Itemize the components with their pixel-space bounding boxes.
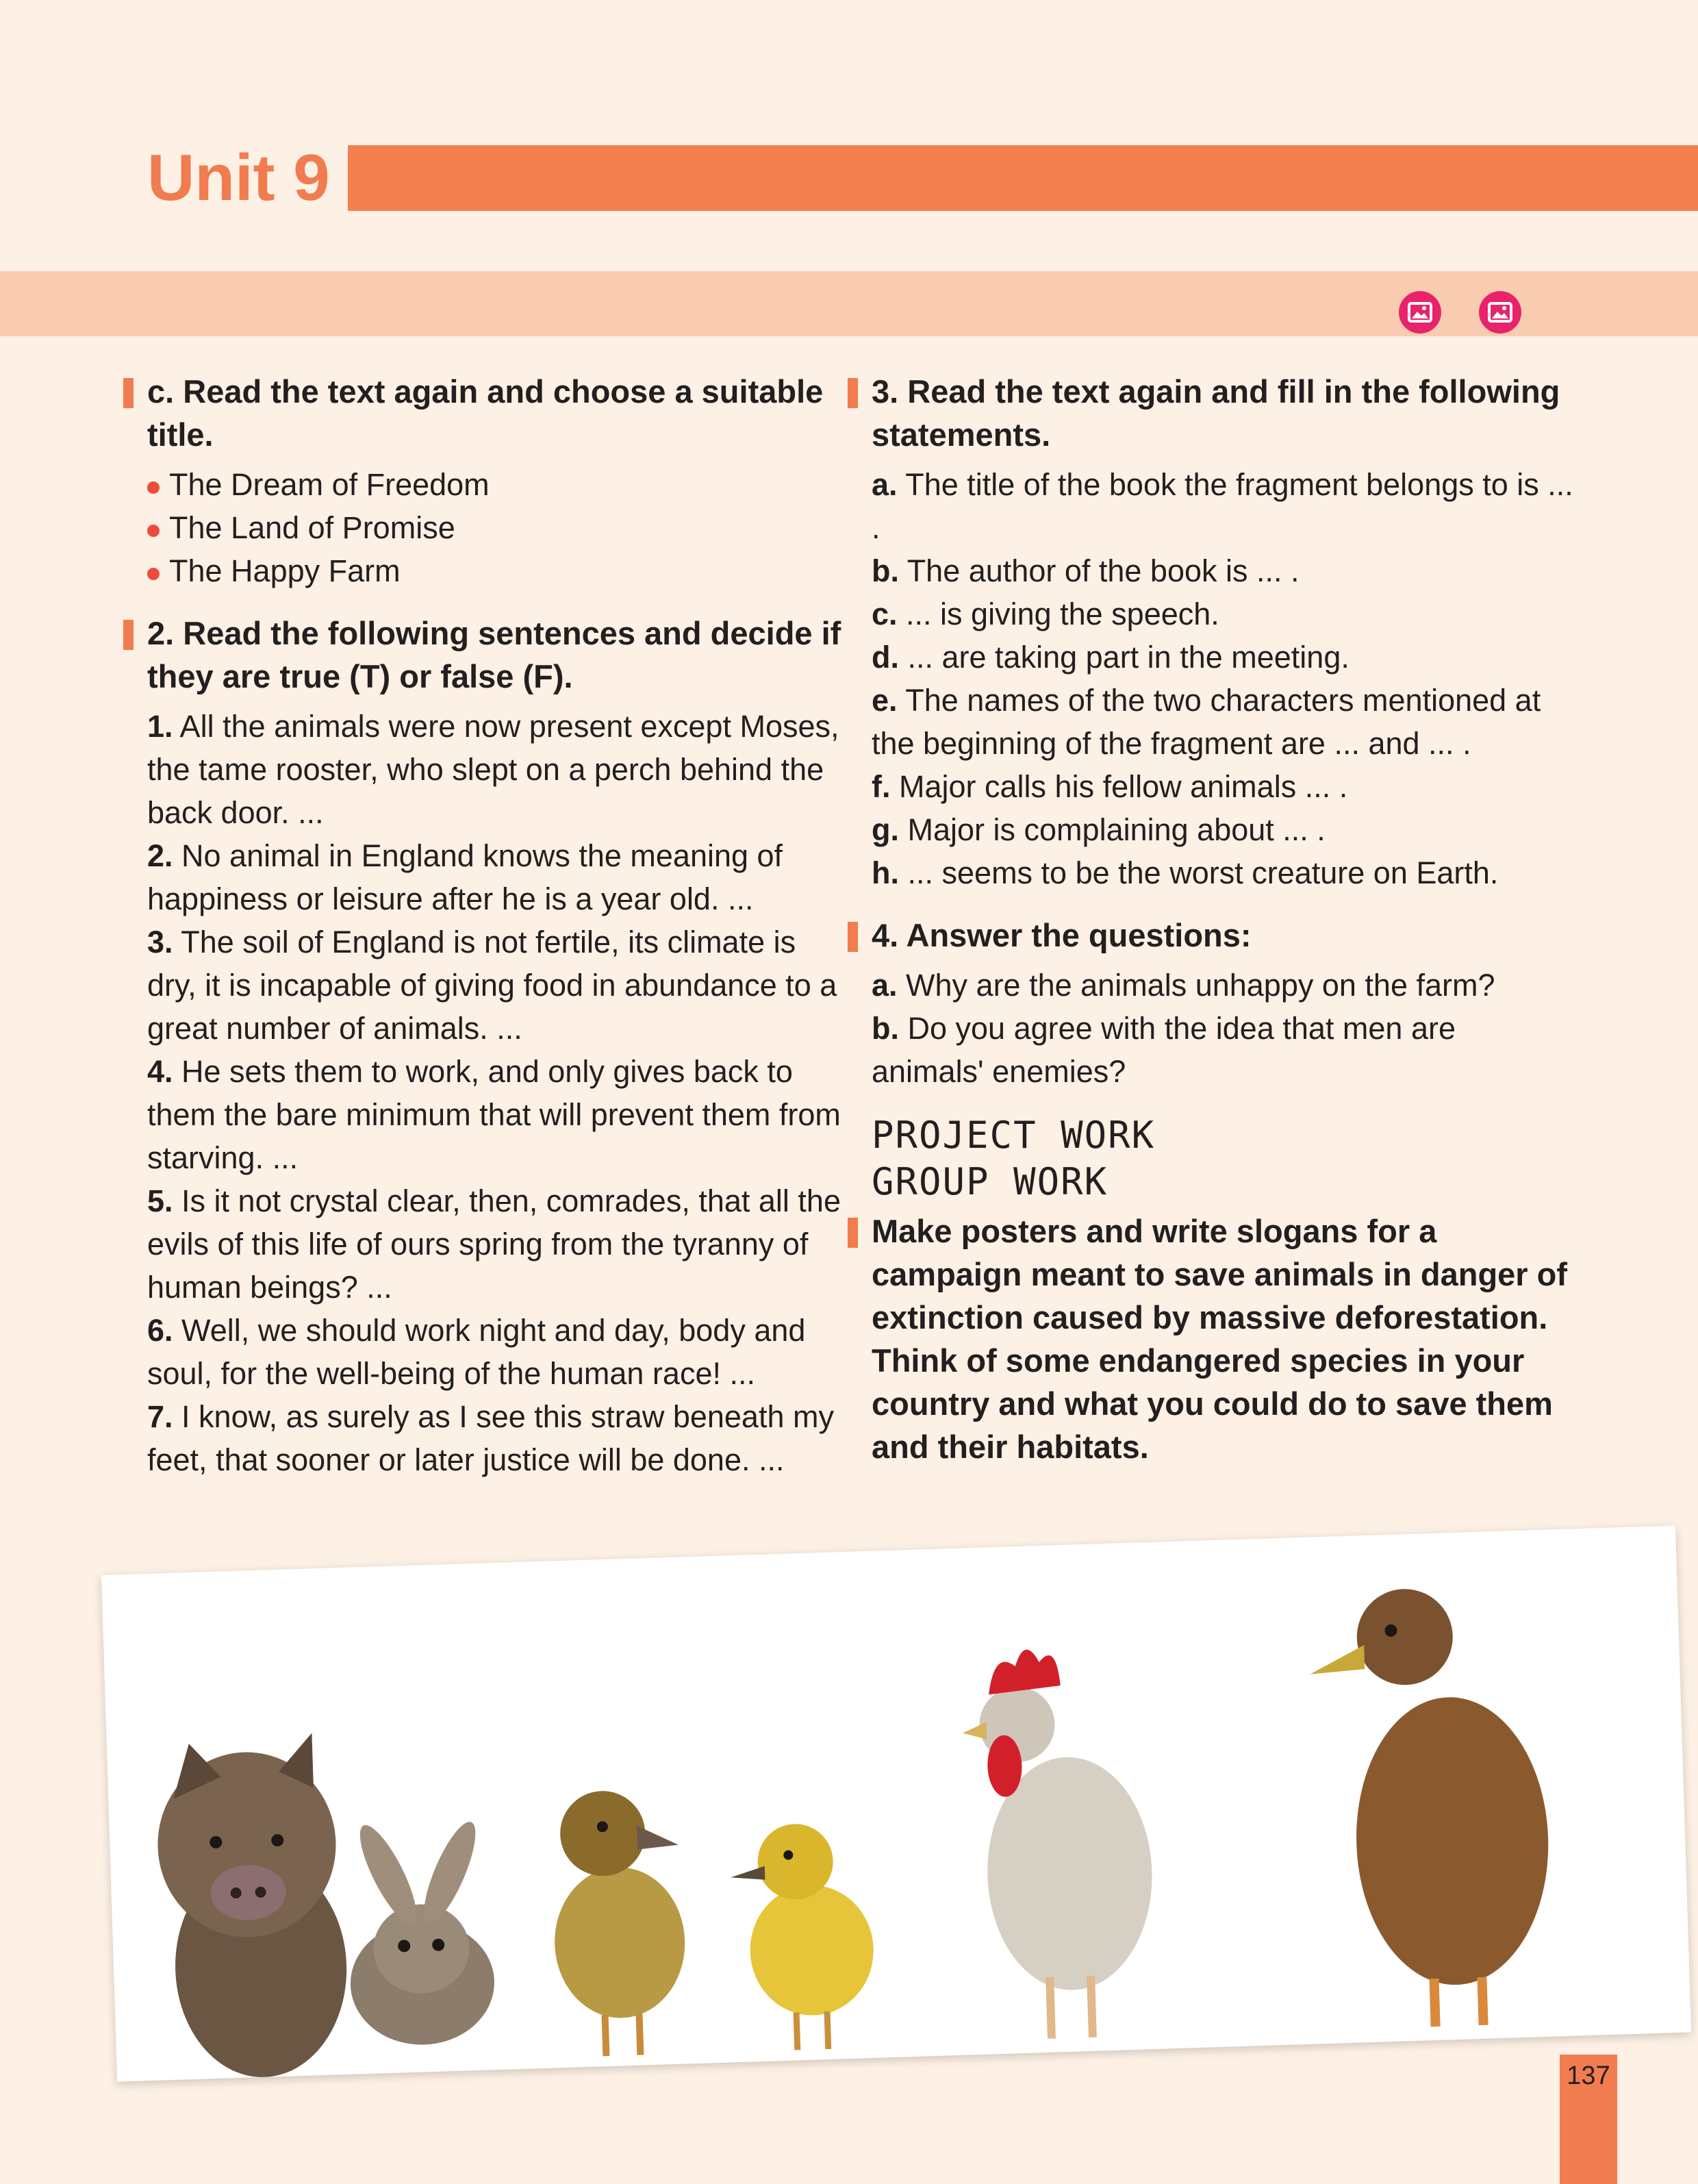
image-icon[interactable]: [1399, 291, 1441, 334]
item-number: 7.: [147, 1399, 173, 1434]
item-text: No animal in England knows the meaning of happiness or leisure after he is a year old. ...: [147, 838, 783, 916]
item-text: ... is giving the speech.: [897, 597, 1219, 631]
page-number: 137: [1567, 2061, 1610, 2090]
list-item: [872, 592, 1573, 636]
piglet-image: [155, 1732, 351, 2080]
gosling-image: [729, 1822, 876, 2052]
list-item: [147, 834, 849, 920]
item-number: 4.: [147, 1054, 173, 1089]
list-item: The Land of Promise: [147, 506, 849, 549]
list-item: [872, 1007, 1573, 1093]
unit-title-bar: [348, 145, 1698, 211]
item-letter: c.: [872, 597, 898, 631]
task-4-heading: 4. Answer the questions:: [848, 914, 1573, 957]
rooster-image: [960, 1646, 1157, 2041]
list-item: [147, 1309, 849, 1395]
item-letter: a.: [872, 467, 898, 502]
item-letter: h.: [872, 855, 899, 890]
list-item: [872, 808, 1573, 851]
project-task: Make posters and write slogans for a campaign meant to save animals in danger of extinction caused by massive deforestation. Think of some endangered species in your country and what you could do to save them and their habitats.: [848, 1209, 1573, 1468]
item-text: Major is complaining about ... .: [899, 812, 1326, 847]
image-icon[interactable]: [1479, 291, 1521, 334]
item-text: Well, we should work night and day, body and soul, for the well-being of the human race! ...: [147, 1313, 806, 1391]
list-item: The Happy Farm: [147, 549, 849, 592]
list-item: [872, 549, 1573, 592]
duckling-image: [550, 1789, 688, 2058]
item-text: ... are taking part in the meeting.: [899, 640, 1349, 675]
list-item: [147, 705, 849, 834]
group-work-label: GROUP WORK: [872, 1160, 1108, 1203]
list-item: [872, 964, 1573, 1007]
rabbit-image: [345, 1816, 496, 2047]
list-item: [147, 920, 849, 1050]
animals-photo: [101, 1526, 1691, 2082]
list-item: [872, 679, 1573, 765]
list-item: [872, 636, 1573, 679]
item-number: 2.: [147, 838, 173, 873]
item-text: ... seems to be the worst creature on Earth.: [899, 855, 1499, 890]
unit-title: Unit 9: [147, 141, 330, 214]
item-text: Is it not crystal clear, then, comrades, that all the evils of this life of ours spring from the tyranny of human beings? ...: [147, 1183, 841, 1305]
left-column: [123, 370, 849, 1501]
item-number: 6.: [147, 1313, 173, 1348]
item-text: I know, as surely as I see this straw beneath my feet, that sooner or later justice will be done. ...: [147, 1399, 834, 1477]
item-number: 1.: [147, 709, 173, 744]
item-text: The author of the book is ... .: [899, 553, 1300, 588]
item-text: Why are the animals unhappy on the farm?: [897, 968, 1495, 1003]
item-text: The title of the book the fragment belongs to is ... .: [872, 467, 1573, 545]
item-text: Major calls his fellow animals ... .: [890, 769, 1348, 804]
list-item: [872, 463, 1573, 549]
item-text: All the animals were now present except Moses, the tame rooster, who slept on a perch behind the back door. ...: [147, 709, 839, 830]
list-item: The Dream of Freedom: [147, 463, 849, 506]
title-options: [123, 463, 849, 592]
item-text: Do you agree with the idea that men are animals' enemies?: [872, 1011, 1456, 1089]
list-item: [147, 1179, 849, 1309]
item-letter: a.: [872, 968, 898, 1003]
fill-in-list: [848, 463, 1573, 894]
task-3-heading: 3. Read the text again and fill in the following statements.: [848, 370, 1573, 456]
true-false-list: [123, 705, 849, 1481]
list-item: [147, 1395, 849, 1481]
item-text: The names of the two characters mentioned at the beginning of the fragment are ... and ... .: [872, 683, 1541, 761]
task-c-heading: c. Read the text again and choose a suitable title.: [123, 370, 849, 456]
section-band: [0, 271, 1698, 336]
item-letter: b.: [872, 1011, 899, 1046]
questions-list: [848, 964, 1573, 1093]
item-letter: d.: [872, 640, 899, 675]
item-number: 5.: [147, 1183, 173, 1218]
item-letter: e.: [872, 683, 898, 718]
item-text: He sets them to work, and only gives back to them the bare minimum that will prevent them from starving. ...: [147, 1054, 841, 1175]
task-2-heading: 2. Read the following sentences and decide if they are true (T) or false (F).: [123, 612, 849, 698]
list-item: [872, 765, 1573, 808]
list-item: [872, 851, 1573, 894]
item-letter: g.: [872, 812, 899, 847]
right-column: [848, 370, 1573, 1468]
item-letter: b.: [872, 553, 899, 588]
item-letter: f.: [872, 769, 891, 804]
item-number: 3.: [147, 925, 173, 959]
item-text: The soil of England is not fertile, its climate is dry, it is incapable of giving food in abundance to a great number of animals. ...: [147, 925, 837, 1046]
project-work-label: PROJECT WORK: [872, 1114, 1156, 1157]
list-item: [147, 1050, 849, 1179]
duck-image: [1308, 1585, 1554, 2030]
